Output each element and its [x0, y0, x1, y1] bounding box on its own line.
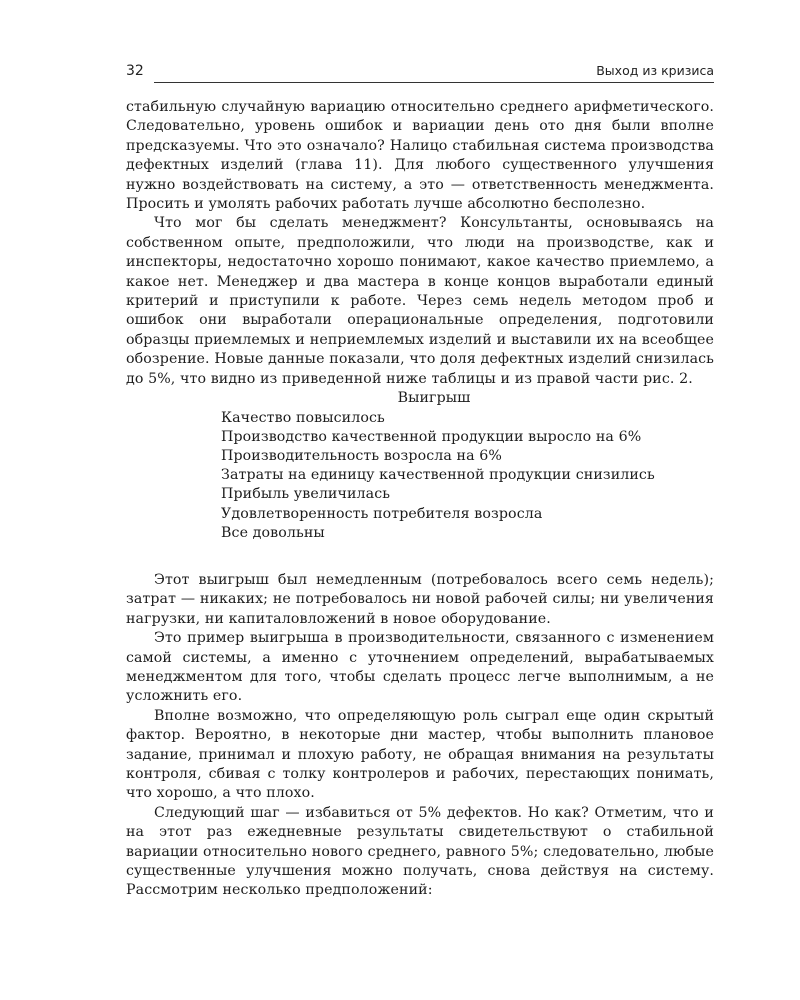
running-header: [126, 62, 714, 82]
paragraph: Это пример выигрыша в производительности, связанного с изменением самой системы, а именно с уточнением определений, вырабатываемых менеджментом для того, чтобы сделать процесс легче выполнимым, а не усложнить его.: [126, 630, 714, 705]
body-text: [126, 98, 714, 901]
section-heading: Выигрыш: [397, 390, 471, 407]
running-header-title: Выход из кризиса: [596, 63, 714, 78]
list-item: Затраты на единицу качественной продукции снизились: [221, 467, 655, 484]
gains-list: [221, 409, 714, 543]
paragraph: Вполне возможно, что определяющую роль сыграл еще один скрытый фактор. Вероятно, в некоторые дни мастер, чтобы выполнить плановое задание, принимал и плохую работу, не обращая внимания на результаты контроля, сбивая с толку контролеров и рабочих, перестающих понимать, что хорошо, а что плохо.: [126, 707, 714, 802]
page-number: 32: [126, 63, 144, 79]
paragraph: Что мог бы сделать менеджмент? Консультанты, основываясь на собственном опыте, предположили, что люди на производстве, как и инспекторы, недостаточно хорошо понимают, какое качество приемлемо, а какое нет. Менеджер и два мастера в конце концов выработали единый критерий и приступили к работе. Через семь недель методом проб и ошибок они выработали операциональные определения, подготовили образцы приемлемых и неприемлемых изделий и выставили их на всеобщее обозрение. Новые данные показали, что доля дефектных изделий снизилась до 5%, что видно из приведенной ниже таблицы и из правой части рис. 2.: [126, 215, 714, 387]
list-item: Прибыль увеличилась: [221, 486, 391, 503]
list-item: Качество повысилось: [221, 409, 385, 426]
paragraph: Следующий шаг — избавиться от 5% дефектов. Но как? Отметим, что и на этот раз ежедневные результаты свидетельствуют о стабильной вариации относительно нового среднего, равного 5%; следовательно, любые существенные улучшения можно получать, снова действуя на систему. Рассмотрим несколько предположений:: [126, 804, 714, 899]
list-item: Производство качественной продукции выросло на 6%: [221, 428, 642, 445]
header-rule: [154, 82, 714, 83]
paragraph: Этот выигрыш был немедленным (потребовалось всего семь недель); затрат — никаких; не потребовалось ни новой рабочей силы; ни увеличения нагрузки, ни капиталовложений в новое оборудование.: [126, 571, 714, 627]
list-item: Производительность возросла на 6%: [221, 447, 502, 464]
list-item: Удовлетворенность потребителя возросла: [221, 505, 543, 522]
list-item: Все довольны: [221, 524, 325, 541]
paragraph: стабильную случайную вариацию относительно среднего арифметического. Следовательно, уровень ошибок и вариации день ото дня были вполне предсказуемы. Что это означало? Налицо стабильная система производства дефектных изделий (глава 11). Для любого существенного улучшения нужно воздействовать на систему, а это — ответственность менеджмента. Просить и умолять рабочих работать лучше абсолютно бесполезно.: [126, 99, 714, 213]
